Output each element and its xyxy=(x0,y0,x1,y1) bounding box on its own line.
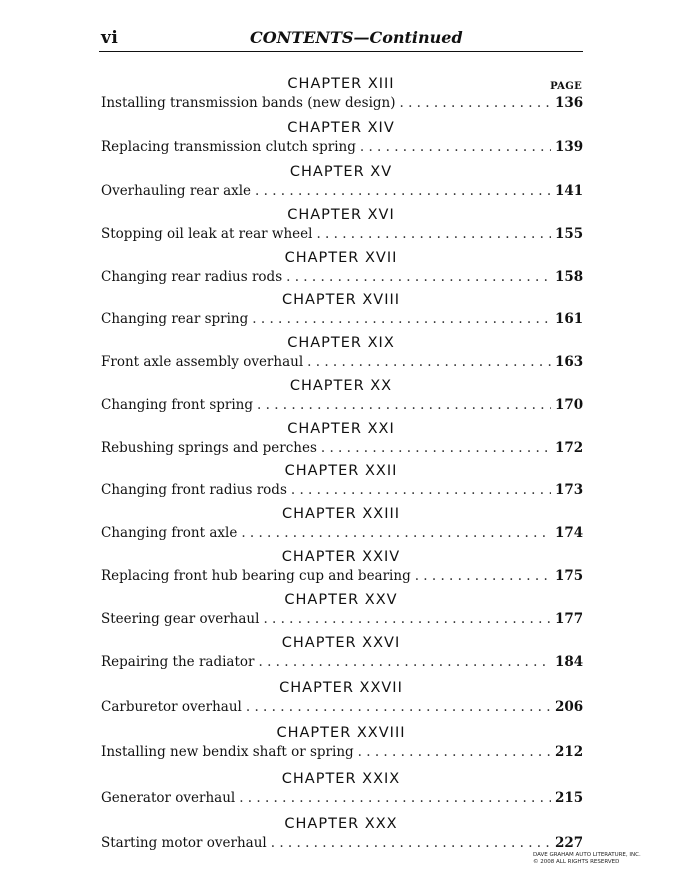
entry-title: Starting motor overhaul xyxy=(101,835,267,851)
entry-page-number: 173 xyxy=(555,482,584,498)
entry-page-number: 136 xyxy=(555,95,584,111)
chapter-heading: CHAPTER XXIX xyxy=(281,771,401,787)
chapter-heading: CHAPTER XVI xyxy=(287,207,395,223)
entry-page-number: 215 xyxy=(555,790,584,806)
chapter-heading: CHAPTER XX xyxy=(289,378,393,394)
dot-leader xyxy=(239,790,551,806)
header-rule xyxy=(99,51,583,52)
dot-leader xyxy=(307,354,551,370)
toc-entry xyxy=(101,311,583,327)
entry-page-number: 175 xyxy=(555,568,584,584)
entry-title: Rebushing springs and perches xyxy=(101,440,317,456)
dot-leader xyxy=(360,139,551,155)
entry-title: Repairing the radiator xyxy=(101,654,255,670)
running-title: CONTENTS—Continued xyxy=(250,28,463,47)
entry-page-number: 141 xyxy=(555,183,584,199)
entry-title: Steering gear overhaul xyxy=(101,611,260,627)
entry-title: Changing rear radius rods xyxy=(101,269,283,285)
entry-title: Changing front axle xyxy=(101,525,238,541)
dot-leader xyxy=(246,699,551,715)
entry-title: Carburetor overhaul xyxy=(101,699,242,715)
entry-page-number: 158 xyxy=(555,269,584,285)
chapter-heading: CHAPTER XVII xyxy=(284,250,398,266)
toc-entry xyxy=(101,790,583,806)
dot-leader xyxy=(291,482,551,498)
toc-entry xyxy=(101,397,583,413)
toc-entry xyxy=(101,482,583,498)
chapter-heading: CHAPTER XIX xyxy=(287,335,395,351)
chapter-heading: CHAPTER XXVIII xyxy=(276,725,406,741)
entry-title: Front axle assembly overhaul xyxy=(101,354,304,370)
entry-title: Replacing transmission clutch spring xyxy=(101,139,356,155)
toc-entry xyxy=(101,226,583,242)
entry-title: Changing rear spring xyxy=(101,311,249,327)
toc-entry xyxy=(101,354,583,370)
footer-line-1: DAVE GRAHAM AUTO LITERATURE, INC. xyxy=(533,852,641,858)
chapter-heading: CHAPTER XXIII xyxy=(281,506,401,522)
page-column-label: PAGE xyxy=(550,81,582,92)
chapter-heading: CHAPTER XXV xyxy=(284,592,398,608)
dot-leader xyxy=(257,397,551,413)
chapter-heading: CHAPTER XV xyxy=(289,164,393,180)
dot-leader xyxy=(400,95,552,111)
chapter-heading: CHAPTER XXVII xyxy=(279,680,403,696)
chapter-heading: CHAPTER XIII xyxy=(287,76,395,92)
toc-entry xyxy=(101,139,583,155)
dot-leader xyxy=(258,654,551,670)
entry-page-number: 206 xyxy=(555,699,584,715)
toc-entry xyxy=(101,440,583,456)
entry-title: Replacing front hub bearing cup and bearing xyxy=(101,568,411,584)
dot-leader xyxy=(263,611,551,627)
footer-credit xyxy=(533,852,641,866)
entry-page-number: 170 xyxy=(555,397,584,413)
entry-title: Changing front spring xyxy=(101,397,254,413)
chapter-heading: CHAPTER XXX xyxy=(284,816,398,832)
entry-page-number: 139 xyxy=(555,139,584,155)
toc-entry xyxy=(101,269,583,285)
chapter-heading: CHAPTER XXII xyxy=(284,463,398,479)
toc-entry xyxy=(101,525,583,541)
chapter-heading: CHAPTER XXIV xyxy=(281,549,401,565)
entry-page-number: 177 xyxy=(555,611,584,627)
chapter-heading: CHAPTER XXVI xyxy=(281,635,401,651)
chapter-heading: CHAPTER XXI xyxy=(287,421,395,437)
page-number: vi xyxy=(101,28,119,48)
dot-leader xyxy=(271,835,551,851)
dot-leader xyxy=(358,744,551,760)
entry-page-number: 161 xyxy=(555,311,584,327)
entry-page-number: 163 xyxy=(555,354,584,370)
toc-entry xyxy=(101,654,583,670)
dot-leader xyxy=(321,440,551,456)
entry-title: Installing new bendix shaft or spring xyxy=(101,744,354,760)
toc-entry xyxy=(101,95,583,111)
entry-page-number: 155 xyxy=(555,226,584,242)
dot-leader xyxy=(415,568,551,584)
toc-entry xyxy=(101,835,583,851)
entry-page-number: 212 xyxy=(555,744,584,760)
dot-leader xyxy=(241,525,551,541)
footer-line-2: © 2008 ALL RIGHTS RESERVED xyxy=(533,859,620,865)
entry-page-number: 172 xyxy=(555,440,584,456)
toc-entry xyxy=(101,699,583,715)
dot-leader xyxy=(255,183,551,199)
dot-leader xyxy=(252,311,551,327)
toc-entry xyxy=(101,568,583,584)
toc-entry xyxy=(101,744,583,760)
entry-page-number: 184 xyxy=(555,654,584,670)
entry-title: Changing front radius rods xyxy=(101,482,287,498)
entry-title: Stopping oil leak at rear wheel xyxy=(101,226,313,242)
chapter-heading: CHAPTER XIV xyxy=(287,120,395,136)
dot-leader xyxy=(286,269,551,285)
toc-entry xyxy=(101,611,583,627)
entry-title: Installing transmission bands (new design) xyxy=(101,95,396,111)
entry-page-number: 227 xyxy=(555,835,584,851)
entry-title: Generator overhaul xyxy=(101,790,236,806)
entry-title: Overhauling rear axle xyxy=(101,183,252,199)
dot-leader xyxy=(316,226,551,242)
toc-entry xyxy=(101,183,583,199)
chapter-heading: CHAPTER XVIII xyxy=(281,292,401,308)
entry-page-number: 174 xyxy=(555,525,584,541)
